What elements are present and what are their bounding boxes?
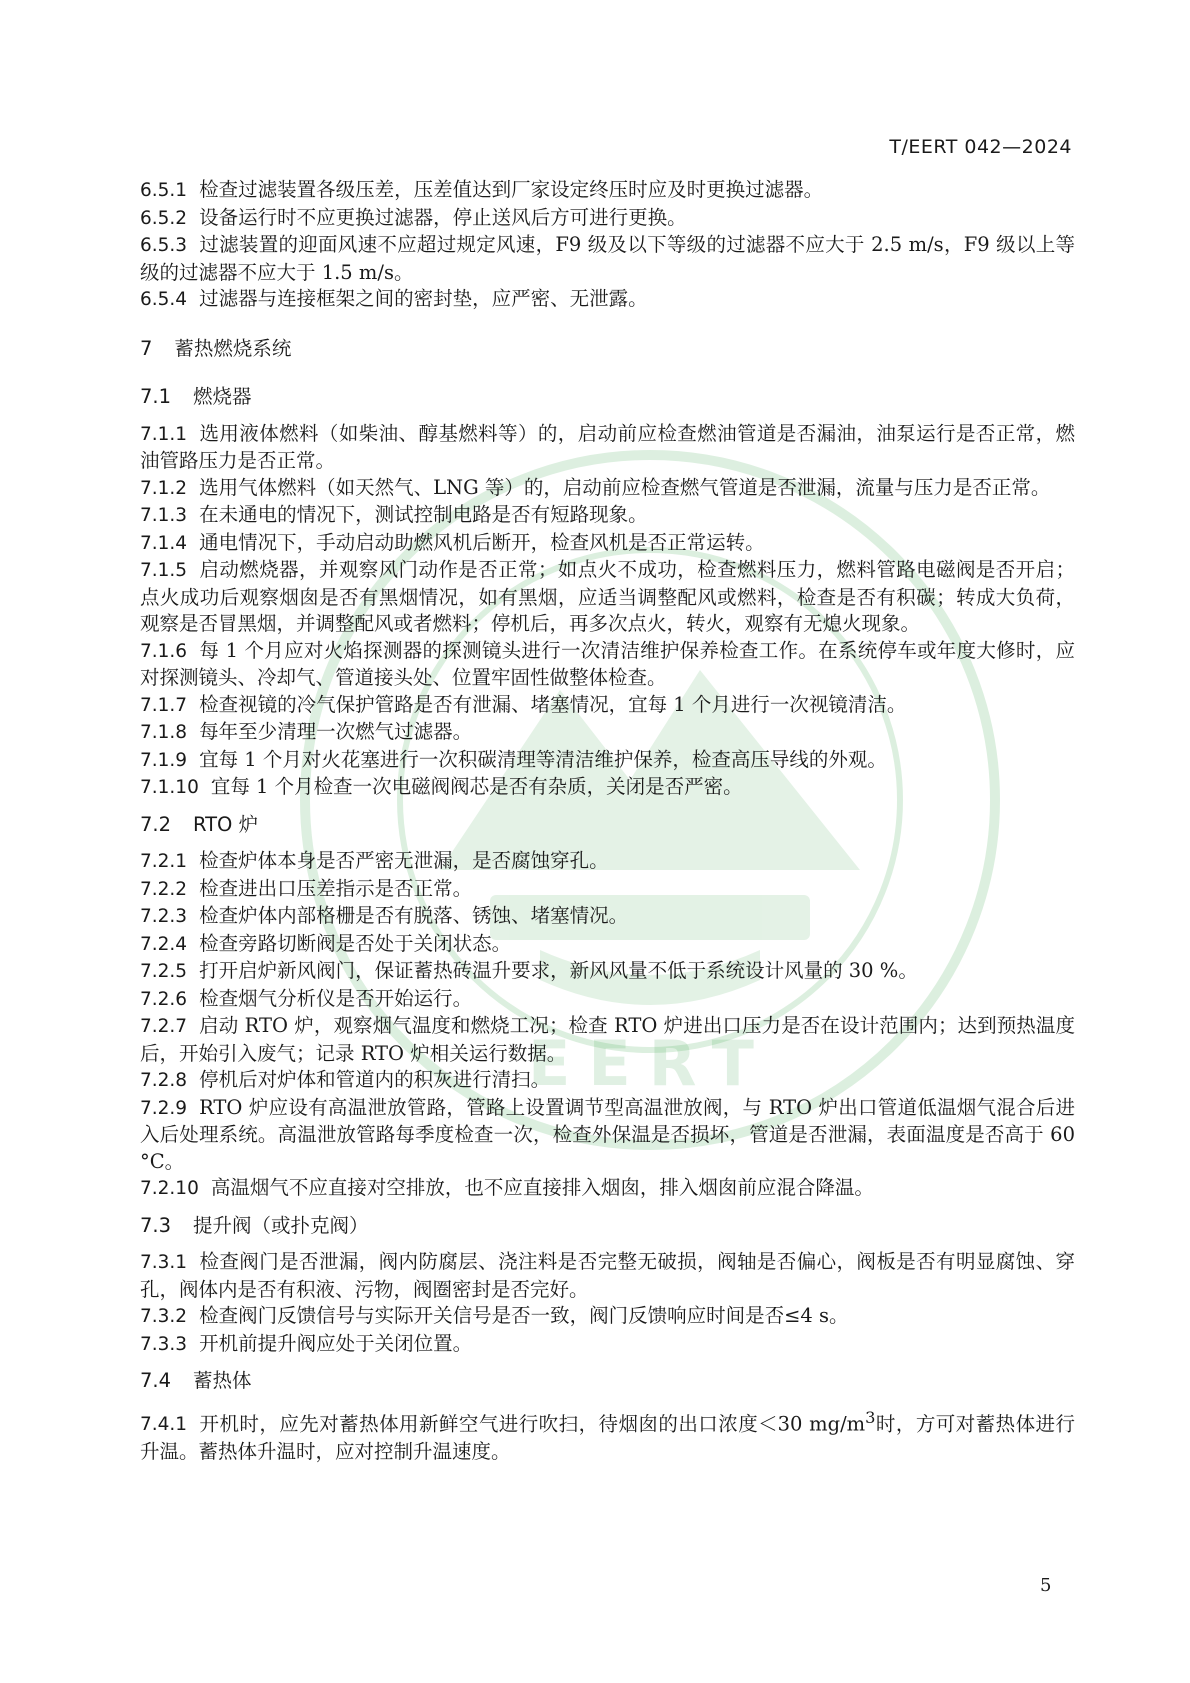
section-heading-7-3: 7.3 提升阀（或扑克阀） [140, 1213, 369, 1237]
document-body [140, 177, 1075, 1465]
section-heading-7-1: 7.1 燃烧器 [140, 385, 252, 408]
clause-7-2-10: 7.2.10 高温烟气不应直接对空排放，也不应直接排入烟囱，排入烟囱前应混合降温。 [140, 1176, 874, 1199]
clause-7-1-7: 7.1.7 检查视镜的冷气保护管路是否有泄漏、堵塞情况，宜每 1 个月进行一次视镜清洁。 [140, 692, 907, 716]
clause-7-1-1: 7.1.1 选用液体燃料（如柴油、醇基燃料等）的，启动前应检查燃油管道是否漏油，油泵运行是否正常，燃油管路压力是否正常。 [140, 421, 1075, 472]
section-heading-7-2: 7.2 RTO 炉 [140, 812, 259, 836]
clause-7-1-6: 7.1.6 每 1 个月应对火焰探测器的探测镜头进行一次清洁维护保养检查工作。在系统停车或年度大修时，应对探测镜头、冷却气、管道接头处、位置牢固性做整体检查。 [140, 638, 1075, 689]
clause-7-2-5: 7.2.5 打开启炉新风阀门，保证蓄热砖温升要求，新风风量不低于系统设计风量的 30 %。 [140, 959, 918, 982]
clause-7-1-4: 7.1.4 通电情况下，手动启动助燃风机后断开，检查风机是否正常运转。 [140, 530, 765, 554]
clause-7-2-8: 7.2.8 停机后对炉体和管道内的积灰进行清扫。 [140, 1068, 551, 1091]
clause-6-5-2: 6.5.2 设备运行时不应更换过滤器，停止送风后方可进行更换。 [140, 205, 687, 229]
clause-7-3-3: 7.3.3 开机前提升阀应处于关闭位置。 [140, 1331, 473, 1355]
clause-7-2-7: 7.2.7 启动 RTO 炉，观察烟气温度和燃烧工况；检查 RTO 炉进出口压力是否在设计范围内；达到预热温度后，开始引入废气；记录 RTO 炉相关运行数据。 [140, 1014, 1075, 1065]
section-heading-7-4: 7.4 蓄热体 [140, 1369, 252, 1392]
section-heading-7: 7 蓄热燃烧系统 [140, 336, 292, 360]
clause-7-1-9: 7.1.9 宜每 1 个月对火花塞进行一次积碳清理等清洁维护保养，检查高压导线的外观。 [140, 747, 887, 771]
clause-7-1-2: 7.1.2 选用气体燃料（如天然气、LNG 等）的，启动前应检查燃气管道是否泄漏，流量与压力是否正常。 [140, 475, 1051, 499]
page-number: 5 [1040, 1575, 1052, 1596]
clause-7-4-1: 7.4.1 开机时，应先对蓄热体用新鲜空气进行吹扫，待烟囱的出口浓度＜30 $mg/m^3$时，方可对蓄热体进行升温。蓄热体升温时，应对控制升温速度。 [140, 1407, 1075, 1463]
clause-7-2-6: 7.2.6 检查烟气分析仪是否开始运行。 [140, 986, 473, 1010]
clause-7-1-8: 7.1.8 每年至少清理一次燃气过滤器。 [140, 720, 473, 743]
clause-7-1-5: 7.1.5 启动燃烧器，并观察风门动作是否正常；如点火不成功，检查燃料压力，燃料管路电磁阀是否开启；点火成功后观察烟囱是否有黑烟情况，如有黑烟，应适当调整配风或燃料，检查是否有积碳；转成大负荷，观察是否冒黑烟，并调整配风或者燃料；停机后，再多次点火，转火，观察有无熄火现象。 [140, 558, 1075, 635]
clause-7-2-9: 7.2.9 RTO 炉应设有高温泄放管路，管路上设置调节型高温泄放阀，与 RTO 炉出口管道低温烟气混合后进入后处理系统。高温泄放管路每季度检查一次，检查外保温是否损坏，管道是否泄漏，表面温度是否高于 60 °C。 [140, 1095, 1075, 1173]
clause-7-2-2: 7.2.2 检查进出口压差指示是否正常。 [140, 876, 473, 900]
clause-7-2-4: 7.2.4 检查旁路切断阀是否处于关闭状态。 [140, 931, 512, 955]
clause-7-1-3: 7.1.3 在未通电的情况下，测试控制电路是否有短路现象。 [140, 503, 648, 526]
clause-7-3-1: 7.3.1 检查阀门是否泄漏，阀内防腐层、浇注料是否完整无破损，阀轴是否偏心，阀板是否有明显腐蚀、穿孔，阀体内是否有积液、污物，阀圈密封是否完好。 [140, 1250, 1075, 1301]
clause-7-2-3: 7.2.3 检查炉体内部格栅是否有脱落、锈蚀、堵塞情况。 [140, 904, 629, 927]
clause-6-5-3: 6.5.3 过滤装置的迎面风速不应超过规定风速，F9 级及以下等级的过滤器不应大于 2.5 m/s，F9 级以上等级的过滤器不应大于 1.5 m/s。 [140, 233, 1075, 284]
svg-text:EERT: EERT [528, 1027, 772, 1100]
document-code: T/EERT 042—2024 [889, 136, 1072, 158]
clause-7-1-10: 7.1.10 宜每 1 个月检查一次电磁阀阀芯是否有杂质，关闭是否严密。 [140, 775, 743, 798]
clause-7-2-1: 7.2.1 检查炉体本身是否严密无泄漏，是否腐蚀穿孔。 [140, 849, 609, 872]
superscript-exponent: 3 [865, 1407, 876, 1427]
clause-6-5-4: 6.5.4 过滤器与连接框架之间的密封垫，应严密、无泄露。 [140, 287, 648, 310]
clause-6-5-1: 6.5.1 检查过滤装置各级压差，压差值达到厂家设定终压时应及时更换过滤器。 [140, 178, 824, 201]
clause-7-3-2: 7.3.2 检查阀门反馈信号与实际开关信号是否一致，阀门反馈响应时间是否≤4 s。 [140, 1304, 849, 1327]
